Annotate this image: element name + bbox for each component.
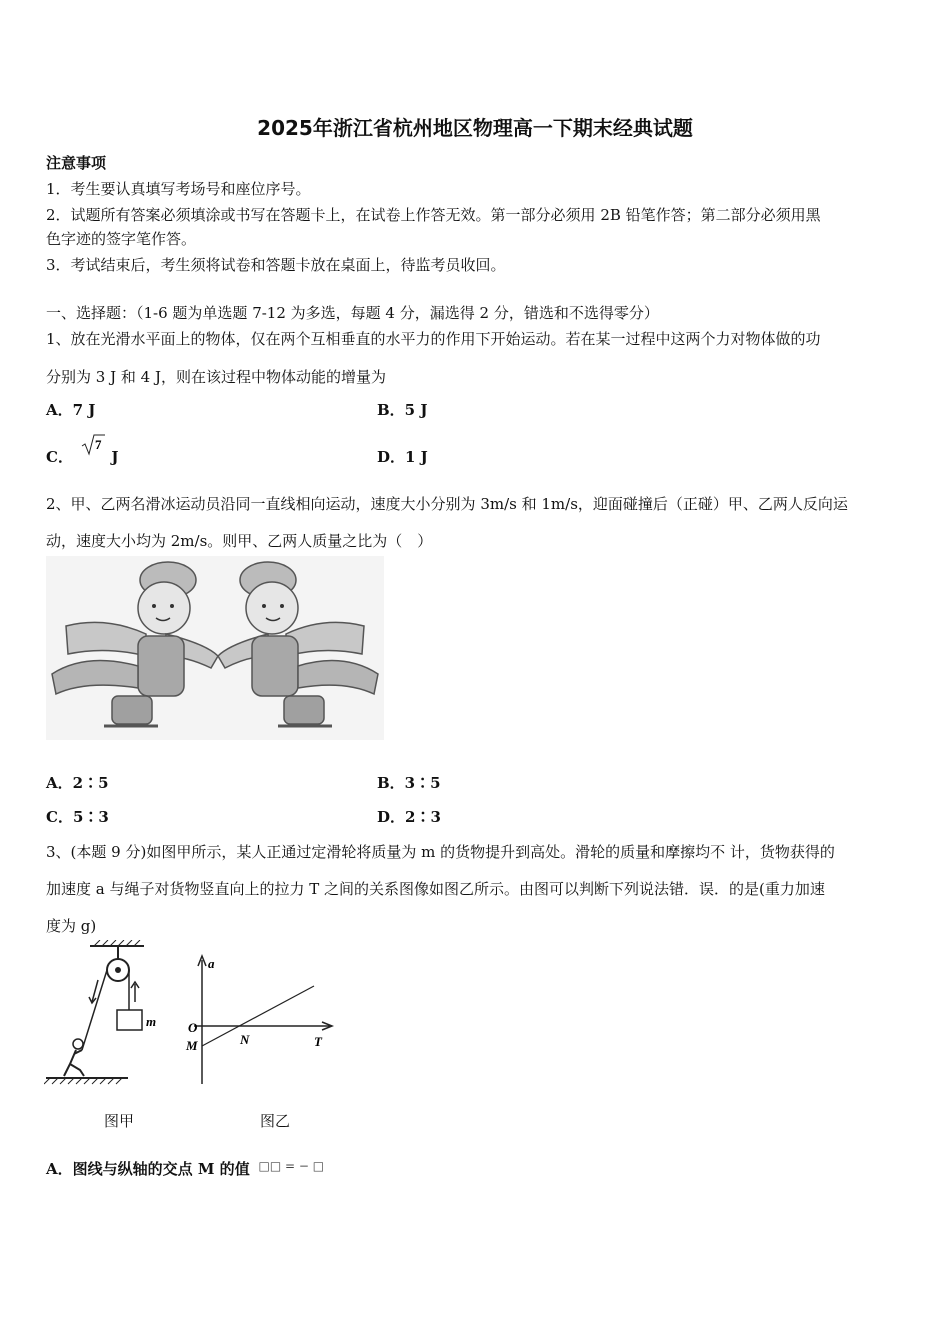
q1-stem-line2: 分别为 3 J 和 4 J，则在该过程中物体动能的增量为 <box>46 368 386 386</box>
sqrt-symbol <box>78 437 106 462</box>
page-title: 2025年浙江省杭州地区物理高一下期末经典试题 <box>257 116 693 140</box>
origin-label: O <box>188 1020 198 1035</box>
q2-stem-line2: 动，速度大小均为 2m/s。则甲、乙两人质量之比为（ ） <box>46 532 433 550</box>
notice-item-2-cont: 色字迹的签字笔作答。 <box>46 230 197 248</box>
q2-option-d: D．2∶3 <box>377 808 441 826</box>
graph-line <box>202 986 314 1046</box>
q2-option-a: A．2∶5 <box>46 774 109 792</box>
notice-heading: 注意事项 <box>46 154 107 172</box>
notice-item-1: 1．考生要认真填写考场号和座位序号。 <box>46 180 311 198</box>
q2-stem-line1: 2、甲、乙两名滑冰运动员沿同一直线相向运动，速度大小分别为 3m/s 和 1m/s，迎面碰撞后（正碰）甲、乙两人反向运 <box>46 495 848 513</box>
a-t-graph <box>180 950 340 1088</box>
y-axis-label: a <box>208 956 215 971</box>
figure-jia-caption: 图甲 <box>104 1112 135 1130</box>
section-heading: 一、选择题：（1-6 题为单选题 7-12 为多选，每题 4 分，漏选得 2 分，错选和不选得零分） <box>46 304 659 322</box>
q3-option-a-formula: □□ = − □ <box>258 1159 325 1173</box>
q1-option-c-label: C． <box>46 448 73 466</box>
q2-option-c: C．5∶3 <box>46 808 109 826</box>
q3-option-a-text: A．图线与纵轴的交点 M 的值 <box>46 1160 250 1178</box>
q1-option-b: B．5 J <box>377 401 428 419</box>
q3-stem-line2: 加速度 a 与绳子对货物竖直向上的拉力 T 之间的关系图像如图乙所示。由图可以判断下列说法错．误．的是(重力加速 <box>46 880 825 898</box>
n-point-label: N <box>240 1032 250 1047</box>
q1-option-c <box>46 437 119 467</box>
sqrt-radicand: 7 <box>95 437 102 452</box>
q1-stem-line1: 1、放在光滑水平面上的物体，仅在两个互相垂直的水平力的作用下开始运动。若在某一过程中这两个力对物体做的功 <box>46 330 821 348</box>
figure-yi-caption: 图乙 <box>260 1112 291 1130</box>
x-axis-label: T <box>314 1034 322 1049</box>
pulley-figure <box>44 940 174 1088</box>
q1-option-c-unit: J <box>111 448 119 466</box>
skaters-illustration <box>46 556 384 740</box>
m-point-label: M <box>186 1038 198 1053</box>
q3-option-a <box>46 1158 324 1179</box>
notice-item-2: 2．试题所有答案必须填涂或书写在答题卡上，在试卷上作答无效。第一部分必须用 2B 铅笔作答；第二部分必须用黑 <box>46 206 821 224</box>
q2-option-b: B．3∶5 <box>377 774 441 792</box>
q1-option-a: A．7 J <box>46 401 96 419</box>
q3-stem-line3: 度为 g) <box>46 917 97 935</box>
q3-stem-line1: 3、(本题 9 分)如图甲所示，某人正通过定滑轮将质量为 m 的货物提升到高处。滑轮的质量和摩擦均不 计，货物获得的 <box>46 843 835 861</box>
notice-item-3: 3．考试结束后，考生须将试卷和答题卡放在桌面上，待监考员收回。 <box>46 256 506 274</box>
mass-label: m <box>146 1014 157 1029</box>
q1-option-d: D．1 J <box>377 448 428 466</box>
